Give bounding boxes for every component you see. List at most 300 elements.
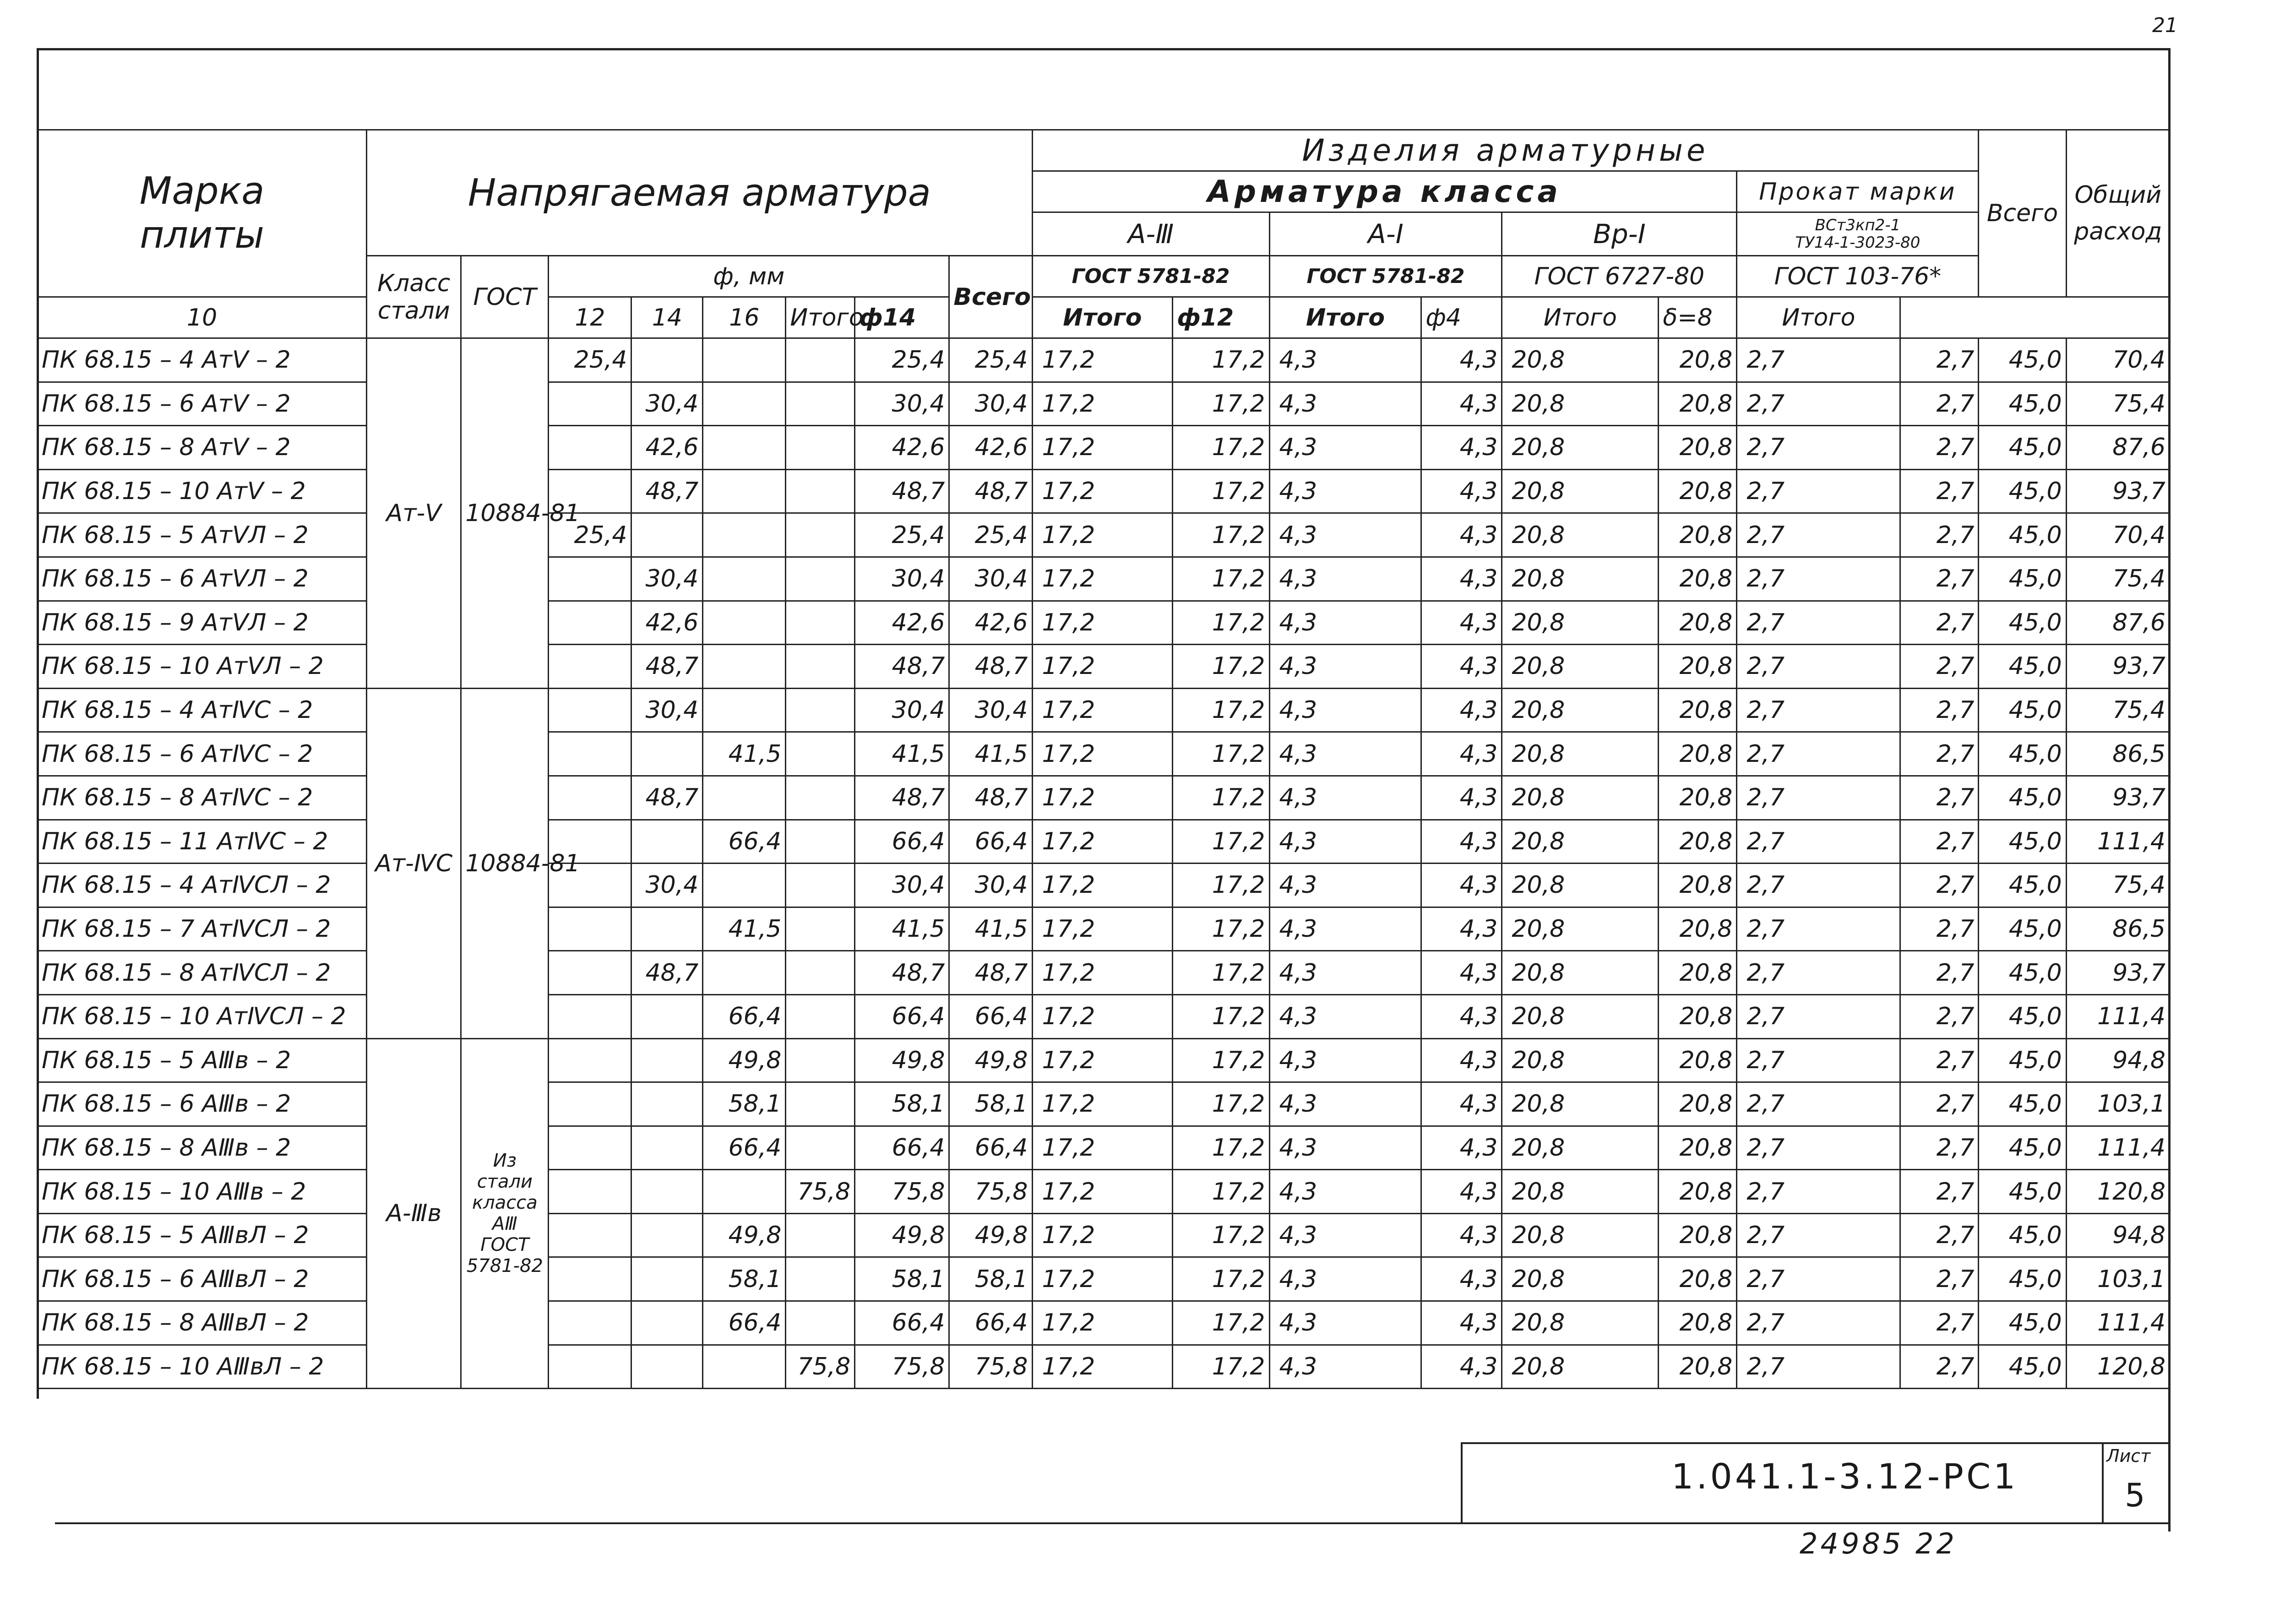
cell-itogo: 66,4 [855, 1126, 949, 1170]
cell-vr-phi4: 20,8 [1502, 1257, 1659, 1301]
cell-vsego: 66,4 [949, 994, 1032, 1038]
cell-a1-itogo: 4,3 [1421, 338, 1502, 382]
cell-a1-phi12: 4,3 [1269, 469, 1421, 513]
header-izdelia: Изделия арматурные [1032, 130, 1979, 171]
cell-pr-d8: 2,7 [1737, 907, 1900, 951]
cell-obshiy: 86,5 [2066, 907, 2170, 951]
cell-d12: 42,6 [631, 601, 703, 645]
cell-a3-phi14: 17,2 [1032, 645, 1173, 689]
cell-a3-itogo: 17,2 [1173, 1082, 1269, 1126]
cell-d14 [703, 1170, 786, 1214]
cell-a3-itogo: 17,2 [1173, 338, 1269, 382]
cell-a3-itogo: 17,2 [1173, 1257, 1269, 1301]
cell-a3-itogo: 17,2 [1173, 513, 1269, 557]
cell-a1-itogo: 4,3 [1421, 732, 1502, 776]
cell-obshiy: 93,7 [2066, 469, 2170, 513]
cell-d12: 48,7 [631, 469, 703, 513]
cell-itogo: 48,7 [855, 645, 949, 689]
cell-d14: 58,1 [703, 1082, 786, 1126]
cell-d14 [703, 469, 786, 513]
row-mark: ПК 68.15 – 5 АⅢв – 2 [38, 1038, 367, 1082]
cell-d10 [549, 1170, 631, 1214]
cell-d14 [703, 645, 786, 689]
cell-pr-d8: 2,7 [1737, 1038, 1900, 1082]
cell-d14: 58,1 [703, 1257, 786, 1301]
group-gost: 10884-81 [461, 338, 549, 689]
header-d10: 10 [38, 297, 367, 338]
cell-d12: 42,6 [631, 426, 703, 470]
cell-d16 [786, 732, 855, 776]
cell-d14 [703, 951, 786, 995]
cell-pr-d8: 2,7 [1737, 338, 1900, 382]
cell-obshiy: 103,1 [2066, 1082, 2170, 1126]
cell-itogo: 41,5 [855, 732, 949, 776]
cell-d10 [549, 426, 631, 470]
cell-pr-d8: 2,7 [1737, 1213, 1900, 1257]
cell-d14 [703, 513, 786, 557]
cell-a3-phi14: 17,2 [1032, 1345, 1173, 1389]
cell-vr-itogo: 20,8 [1659, 994, 1737, 1038]
cell-vr-itogo: 20,8 [1659, 1301, 1737, 1345]
cell-a3-phi14: 17,2 [1032, 1082, 1173, 1126]
table-row [38, 951, 2170, 995]
cell-vr-phi4: 20,8 [1502, 776, 1659, 820]
cell-pr-d8: 2,7 [1737, 820, 1900, 864]
cell-a3-itogo: 17,2 [1173, 1170, 1269, 1214]
table-row [38, 382, 2170, 426]
cell-vsego: 49,8 [949, 1038, 1032, 1082]
cell-a3-itogo: 17,2 [1173, 382, 1269, 426]
cell-d16 [786, 907, 855, 951]
cell-obshiy: 87,6 [2066, 426, 2170, 470]
cell-izd-vsego: 45,0 [1979, 994, 2066, 1038]
header-itogo-a3: Итого [1032, 297, 1173, 338]
cell-d10: 25,4 [549, 513, 631, 557]
cell-d10 [549, 557, 631, 601]
row-mark: ПК 68.15 – 9 АтⅤЛ – 2 [38, 601, 367, 645]
cell-vsego: 66,4 [949, 1301, 1032, 1345]
row-mark: ПК 68.15 – 8 АтⅤ – 2 [38, 426, 367, 470]
cell-d10 [549, 732, 631, 776]
cell-a1-phi12: 4,3 [1269, 994, 1421, 1038]
cell-pr-itogo: 2,7 [1900, 732, 1979, 776]
cell-vr-phi4: 20,8 [1502, 1345, 1659, 1389]
cell-vr-phi4: 20,8 [1502, 1213, 1659, 1257]
header-marka [38, 130, 367, 297]
header-gost: ГОСТ [461, 256, 549, 338]
cell-a3-itogo: 17,2 [1173, 1038, 1269, 1082]
cell-d16 [786, 645, 855, 689]
cell-a3-itogo: 17,2 [1173, 820, 1269, 864]
row-mark: ПК 68.15 – 8 АтⅣСЛ – 2 [38, 951, 367, 995]
cell-obshiy: 111,4 [2066, 820, 2170, 864]
cell-d16 [786, 513, 855, 557]
header-d12: 12 [549, 297, 631, 338]
cell-a3-itogo: 17,2 [1173, 951, 1269, 995]
cell-d16 [786, 1082, 855, 1126]
cell-vsego: 30,4 [949, 688, 1032, 732]
cell-vr-itogo: 20,8 [1659, 1257, 1737, 1301]
row-mark: ПК 68.15 – 4 АтⅤ – 2 [38, 338, 367, 382]
cell-d16 [786, 338, 855, 382]
cell-itogo: 48,7 [855, 469, 949, 513]
cell-izd-vsego: 45,0 [1979, 864, 2066, 907]
cell-d16 [786, 1257, 855, 1301]
cell-a3-itogo: 17,2 [1173, 864, 1269, 907]
cell-d12 [631, 338, 703, 382]
cell-d16 [786, 994, 855, 1038]
row-mark: ПК 68.15 – 4 АтⅣС – 2 [38, 688, 367, 732]
cell-obshiy: 111,4 [2066, 1126, 2170, 1170]
cell-vr-phi4: 20,8 [1502, 601, 1659, 645]
cell-d10 [549, 1257, 631, 1301]
table-row [38, 820, 2170, 864]
cell-a1-itogo: 4,3 [1421, 1213, 1502, 1257]
cell-a3-phi14: 17,2 [1032, 951, 1173, 995]
cell-pr-itogo: 2,7 [1900, 382, 1979, 426]
cell-a1-itogo: 4,3 [1421, 1170, 1502, 1214]
cell-vsego: 30,4 [949, 557, 1032, 601]
cell-d14 [703, 776, 786, 820]
header-a1: А-Ⅰ [1269, 212, 1502, 256]
cell-itogo: 48,7 [855, 776, 949, 820]
cell-d16: 75,8 [786, 1170, 855, 1214]
cell-pr-d8: 2,7 [1737, 864, 1900, 907]
cell-pr-itogo: 2,7 [1900, 820, 1979, 864]
cell-a3-phi14: 17,2 [1032, 994, 1173, 1038]
cell-izd-vsego: 45,0 [1979, 1170, 2066, 1214]
corner-mark: 21 [2152, 14, 2178, 37]
cell-d10 [549, 1345, 631, 1389]
cell-d10 [549, 1301, 631, 1345]
row-mark: ПК 68.15 – 4 АтⅣСЛ – 2 [38, 864, 367, 907]
cell-pr-itogo: 2,7 [1900, 601, 1979, 645]
cell-vsego: 66,4 [949, 820, 1032, 864]
cell-a1-phi12: 4,3 [1269, 1213, 1421, 1257]
cell-itogo: 66,4 [855, 820, 949, 864]
cell-a1-itogo: 4,3 [1421, 1082, 1502, 1126]
row-mark: ПК 68.15 – 6 АтⅤЛ – 2 [38, 557, 367, 601]
group-klass: Ат-ⅣС [367, 688, 461, 1038]
row-mark: ПК 68.15 – 10 АⅢвЛ – 2 [38, 1345, 367, 1389]
cell-d16 [786, 382, 855, 426]
cell-a1-phi12: 4,3 [1269, 645, 1421, 689]
cell-a1-phi12: 4,3 [1269, 776, 1421, 820]
cell-pr-d8: 2,7 [1737, 1301, 1900, 1345]
cell-vr-phi4: 20,8 [1502, 1038, 1659, 1082]
cell-d10 [549, 1213, 631, 1257]
cell-pr-itogo: 2,7 [1900, 688, 1979, 732]
cell-vr-itogo: 20,8 [1659, 338, 1737, 382]
cell-obshiy: 94,8 [2066, 1213, 2170, 1257]
cell-d16 [786, 469, 855, 513]
cell-vr-itogo: 20,8 [1659, 776, 1737, 820]
cell-d12: 48,7 [631, 776, 703, 820]
cell-izd-vsego: 45,0 [1979, 1038, 2066, 1082]
cell-d14 [703, 1345, 786, 1389]
header-d16: 16 [703, 297, 786, 338]
cell-d12 [631, 820, 703, 864]
cell-obshiy: 75,4 [2066, 557, 2170, 601]
cell-pr-d8: 2,7 [1737, 1170, 1900, 1214]
cell-a3-phi14: 17,2 [1032, 776, 1173, 820]
cell-a3-phi14: 17,2 [1032, 1301, 1173, 1345]
table-row [38, 1038, 2170, 1082]
cell-pr-itogo: 2,7 [1900, 1345, 1979, 1389]
cell-a3-phi14: 17,2 [1032, 1213, 1173, 1257]
header-phi14: ф14 [855, 297, 949, 338]
cell-a1-itogo: 4,3 [1421, 382, 1502, 426]
cell-a1-phi12: 4,3 [1269, 382, 1421, 426]
cell-d16 [786, 864, 855, 907]
table-row [38, 469, 2170, 513]
cell-vr-phi4: 20,8 [1502, 864, 1659, 907]
cell-itogo: 30,4 [855, 688, 949, 732]
cell-pr-d8: 2,7 [1737, 688, 1900, 732]
cell-pr-itogo: 2,7 [1900, 907, 1979, 951]
cell-a1-itogo: 4,3 [1421, 1301, 1502, 1345]
cell-d12 [631, 732, 703, 776]
cell-d12 [631, 513, 703, 557]
cell-pr-d8: 2,7 [1737, 1257, 1900, 1301]
cell-vr-phi4: 20,8 [1502, 426, 1659, 470]
cell-a1-phi12: 4,3 [1269, 732, 1421, 776]
cell-a1-phi12: 4,3 [1269, 1082, 1421, 1126]
cell-a1-itogo: 4,3 [1421, 469, 1502, 513]
table-row [38, 732, 2170, 776]
cell-vr-phi4: 20,8 [1502, 688, 1659, 732]
table-row [38, 994, 2170, 1038]
cell-d16: 75,8 [786, 1345, 855, 1389]
cell-d16 [786, 426, 855, 470]
cell-a1-phi12: 4,3 [1269, 513, 1421, 557]
cell-a3-phi14: 17,2 [1032, 864, 1173, 907]
cell-pr-d8: 2,7 [1737, 557, 1900, 601]
cell-izd-vsego: 45,0 [1979, 776, 2066, 820]
cell-d14 [703, 601, 786, 645]
table-row [38, 1257, 2170, 1301]
cell-pr-d8: 2,7 [1737, 951, 1900, 995]
cell-pr-itogo: 2,7 [1900, 645, 1979, 689]
row-mark: ПК 68.15 – 6 АтⅣС – 2 [38, 732, 367, 776]
cell-a3-itogo: 17,2 [1173, 907, 1269, 951]
table-row [38, 557, 2170, 601]
cell-d14: 66,4 [703, 1126, 786, 1170]
cell-d12 [631, 1038, 703, 1082]
cell-vsego: 48,7 [949, 645, 1032, 689]
cell-d16 [786, 776, 855, 820]
cell-d12 [631, 1170, 703, 1214]
cell-a1-itogo: 4,3 [1421, 951, 1502, 995]
cell-izd-vsego: 45,0 [1979, 382, 2066, 426]
cell-izd-vsego: 45,0 [1979, 1301, 2066, 1345]
cell-d16 [786, 951, 855, 995]
cell-vr-phi4: 20,8 [1502, 513, 1659, 557]
cell-izd-vsego: 45,0 [1979, 426, 2066, 470]
cell-vr-itogo: 20,8 [1659, 951, 1737, 995]
cell-a3-itogo: 17,2 [1173, 469, 1269, 513]
cell-pr-itogo: 2,7 [1900, 1257, 1979, 1301]
cell-a1-phi12: 4,3 [1269, 1126, 1421, 1170]
cell-d12 [631, 1301, 703, 1345]
cell-d10: 25,4 [549, 338, 631, 382]
cell-a3-phi14: 17,2 [1032, 1038, 1173, 1082]
cell-d14 [703, 426, 786, 470]
cell-izd-vsego: 45,0 [1979, 732, 2066, 776]
row-mark: ПК 68.15 – 5 АⅢвЛ – 2 [38, 1213, 367, 1257]
cell-obshiy: 75,4 [2066, 864, 2170, 907]
cell-izd-vsego: 45,0 [1979, 513, 2066, 557]
table-row [38, 601, 2170, 645]
header-phi4: ф4 [1421, 297, 1502, 338]
cell-obshiy: 93,7 [2066, 951, 2170, 995]
cell-a3-itogo: 17,2 [1173, 688, 1269, 732]
cell-itogo: 48,7 [855, 951, 949, 995]
spec-table-body [38, 338, 2170, 1389]
header-armatura-klassa: Арматура класса [1032, 171, 1737, 212]
cell-a3-itogo: 17,2 [1173, 1213, 1269, 1257]
cell-d14: 41,5 [703, 732, 786, 776]
cell-a3-phi14: 17,2 [1032, 513, 1173, 557]
cell-itogo: 25,4 [855, 513, 949, 557]
header-marka-line1: Марка [139, 169, 265, 213]
cell-vr-itogo: 20,8 [1659, 469, 1737, 513]
cell-a3-phi14: 17,2 [1032, 382, 1173, 426]
cell-d16 [786, 1213, 855, 1257]
cell-vsego: 41,5 [949, 907, 1032, 951]
cell-d14: 66,4 [703, 820, 786, 864]
cell-itogo: 75,8 [855, 1345, 949, 1389]
header-phi-mm: ф, мм [549, 256, 949, 297]
header-vr1: Вр-Ⅰ [1502, 212, 1737, 256]
cell-a1-itogo: 4,3 [1421, 1126, 1502, 1170]
row-mark: ПК 68.15 – 6 АтⅤ – 2 [38, 382, 367, 426]
cell-pr-itogo: 2,7 [1900, 1213, 1979, 1257]
cell-vr-itogo: 20,8 [1659, 688, 1737, 732]
cell-a3-phi14: 17,2 [1032, 557, 1173, 601]
header-obshiy-line2: расход [2074, 218, 2162, 245]
cell-d12 [631, 1126, 703, 1170]
cell-pr-itogo: 2,7 [1900, 513, 1979, 557]
cell-pr-itogo: 2,7 [1900, 557, 1979, 601]
cell-d10 [549, 1038, 631, 1082]
cell-a3-itogo: 17,2 [1173, 426, 1269, 470]
cell-pr-itogo: 2,7 [1900, 994, 1979, 1038]
cell-a3-phi14: 17,2 [1032, 1126, 1173, 1170]
row-mark: ПК 68.15 – 6 АⅢвЛ – 2 [38, 1257, 367, 1301]
inventory-number: 24985 22 [1800, 1527, 1957, 1560]
cell-a1-itogo: 4,3 [1421, 994, 1502, 1038]
bottom-border [55, 1522, 2171, 1524]
cell-vsego: 75,8 [949, 1345, 1032, 1389]
cell-pr-d8: 2,7 [1737, 382, 1900, 426]
cell-obshiy: 120,8 [2066, 1345, 2170, 1389]
cell-vr-phi4: 20,8 [1502, 1082, 1659, 1126]
cell-vr-phi4: 20,8 [1502, 382, 1659, 426]
cell-obshiy: 120,8 [2066, 1170, 2170, 1214]
cell-vsego: 42,6 [949, 601, 1032, 645]
cell-d16 [786, 1038, 855, 1082]
group-gost: 10884-81 [461, 688, 549, 1038]
header-phi12: ф12 [1173, 297, 1269, 338]
cell-pr-itogo: 2,7 [1900, 1301, 1979, 1345]
table-row [38, 1213, 2170, 1257]
group-klass: А-Ⅲв [367, 1038, 461, 1389]
cell-a1-itogo: 4,3 [1421, 557, 1502, 601]
cell-d14 [703, 688, 786, 732]
cell-d12 [631, 907, 703, 951]
cell-a3-itogo: 17,2 [1173, 1126, 1269, 1170]
cell-obshiy: 87,6 [2066, 601, 2170, 645]
cell-izd-vsego: 45,0 [1979, 688, 2066, 732]
cell-d14 [703, 338, 786, 382]
cell-izd-vsego: 45,0 [1979, 1213, 2066, 1257]
cell-a1-itogo: 4,3 [1421, 820, 1502, 864]
cell-vr-itogo: 20,8 [1659, 382, 1737, 426]
cell-pr-d8: 2,7 [1737, 601, 1900, 645]
cell-a3-phi14: 17,2 [1032, 1257, 1173, 1301]
row-mark: ПК 68.15 – 10 АтⅣСЛ – 2 [38, 994, 367, 1038]
row-mark: ПК 68.15 – 10 АⅢв – 2 [38, 1170, 367, 1214]
cell-a3-itogo: 17,2 [1173, 645, 1269, 689]
cell-izd-vsego: 45,0 [1979, 338, 2066, 382]
cell-a1-phi12: 4,3 [1269, 820, 1421, 864]
cell-d10 [549, 907, 631, 951]
cell-a3-phi14: 17,2 [1032, 820, 1173, 864]
cell-pr-itogo: 2,7 [1900, 1038, 1979, 1082]
row-mark: ПК 68.15 – 10 АтⅤЛ – 2 [38, 645, 367, 689]
document-code: 1.041.1-3.12-РС1 [1671, 1456, 2018, 1497]
cell-vr-phi4: 20,8 [1502, 1301, 1659, 1345]
cell-itogo: 58,1 [855, 1082, 949, 1126]
cell-d14: 41,5 [703, 907, 786, 951]
cell-a1-itogo: 4,3 [1421, 1038, 1502, 1082]
cell-vr-itogo: 20,8 [1659, 1126, 1737, 1170]
cell-d14 [703, 557, 786, 601]
cell-izd-vsego: 45,0 [1979, 907, 2066, 951]
cell-pr-d8: 2,7 [1737, 645, 1900, 689]
cell-a1-itogo: 4,3 [1421, 645, 1502, 689]
cell-vr-phi4: 20,8 [1502, 732, 1659, 776]
cell-vsego: 58,1 [949, 1257, 1032, 1301]
cell-vr-phi4: 20,8 [1502, 469, 1659, 513]
cell-obshiy: 103,1 [2066, 1257, 2170, 1301]
cell-d12 [631, 1345, 703, 1389]
cell-izd-vsego: 45,0 [1979, 601, 2066, 645]
header-itogo-vr: Итого [1502, 297, 1659, 338]
header-gost-a3: ГОСТ 5781-82 [1032, 256, 1269, 297]
header-marka-line2: плиты [140, 213, 264, 257]
row-mark: ПК 68.15 – 6 АⅢв – 2 [38, 1082, 367, 1126]
cell-vsego: 42,6 [949, 426, 1032, 470]
cell-vsego: 48,7 [949, 469, 1032, 513]
table-row [38, 1301, 2170, 1345]
cell-d12: 30,4 [631, 688, 703, 732]
cell-pr-itogo: 2,7 [1900, 776, 1979, 820]
cell-d10 [549, 688, 631, 732]
cell-itogo: 30,4 [855, 557, 949, 601]
cell-pr-d8: 2,7 [1737, 469, 1900, 513]
cell-vsego: 30,4 [949, 864, 1032, 907]
cell-a1-itogo: 4,3 [1421, 1345, 1502, 1389]
cell-obshiy: 70,4 [2066, 513, 2170, 557]
cell-vr-phi4: 20,8 [1502, 820, 1659, 864]
cell-obshiy: 94,8 [2066, 1038, 2170, 1082]
table-row [38, 688, 2170, 732]
cell-izd-vsego: 45,0 [1979, 1082, 2066, 1126]
table-row [38, 1345, 2170, 1389]
sheet-label: Лист [2106, 1446, 2151, 1466]
